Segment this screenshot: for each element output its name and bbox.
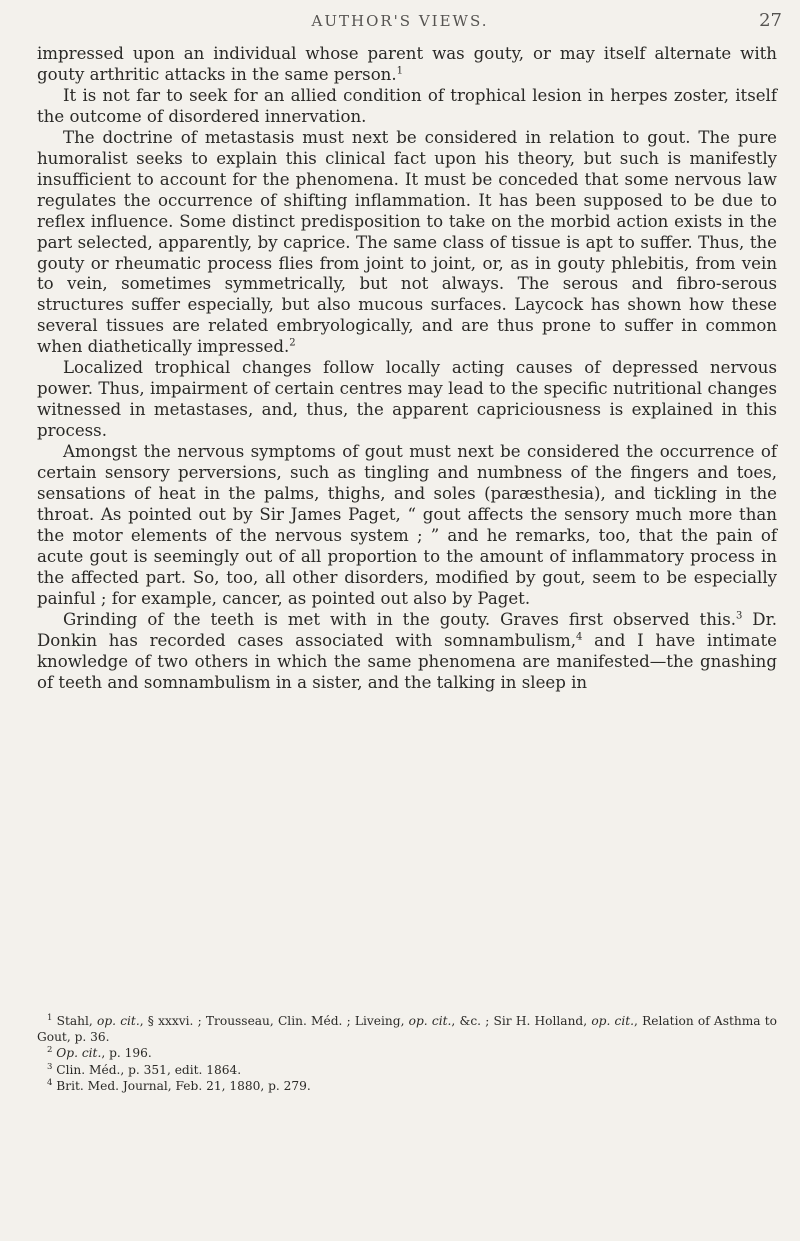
footnote [37,1045,777,1061]
text-run: Brit. Med. Journal, Feb. 21, 1880, p. 279. [52,1078,311,1093]
text-run: It is not far to seek for an allied condition of trophical lesion in herpes zoster, itself the outcome of disordered innervation. [37,85,777,126]
footnote-marker: 4 [47,1077,53,1088]
italic-text: Op. cit. [56,1046,102,1061]
footnote-marker: 1 [396,65,404,77]
text-run: , &c. ; Sir H. Holland, [451,1014,592,1028]
running-head-title: AUTHOR'S VIEWS. [311,12,489,30]
italic-text: op. cit. [408,1014,452,1028]
text-run: Stahl, [52,1014,97,1028]
text-run: impressed upon an individual whose parent was gouty, or may itself alternate with gouty arthritic attacks in the same person. [37,44,777,84]
paragraph [37,610,777,694]
text-run: , § xxxvi. ; Trousseau, Clin. Méd. ; Liveing, [139,1014,409,1028]
footnote [37,1013,777,1045]
text-run: Dr. Donkin has recorded cases associated with somnambulism, [37,609,777,650]
footnote [37,1062,777,1078]
footnote-marker: 2 [289,337,296,349]
page-number: 27 [759,10,782,31]
text-run: Grinding of the teeth is met with in the gouty. Graves first observed this. [63,609,736,629]
footnote-marker: 1 [47,1012,53,1023]
paragraph [37,128,777,358]
text-run: Localized trophical changes follow locally acting causes of depressed nervous power. Thus, impairment of certain centres may lead to the specific nutritional changes witnessed in metastases, and, thus, the apparent capriciousness is explained in this process. [37,358,777,441]
text-run: Amongst the nervous symptoms of gout must next be considered the occurrence of certain sensory perversions, such as tingling and numbness of the fingers and toes, sensations of heat in the palms, thighs, and soles (paræsthesia), and tickling in the throat. As pointed out by Sir James Paget, “ gout affects the sensory much more than the motor elements of the nervous system ; ” and he remarks, too, that the pain of acute gout is seemingly out of all proportion to the amount of inflammatory process in the affected part. So, too, all other disorders, modified by gout, seem to be especially painful ; for example, cancer, as pointed out also by Paget. [37,442,777,608]
footnote [37,1078,777,1094]
paragraph [37,86,777,128]
footnote-marker: 3 [736,610,743,622]
text-run: , p. 196. [101,1046,152,1061]
paragraph [37,44,777,86]
footnote-marker: 3 [47,1061,53,1072]
body-text [37,44,777,694]
italic-text: op. cit. [591,1014,635,1028]
text-run: and I have intimate knowledge of two others in which the same phenomena are manifested—the gnashing of teeth and somnambulism in a sister, and the talking in sleep in [37,630,777,692]
text-run: The doctrine of metastasis must next be considered in relation to gout. The pure humoralist seeks to explain this clinical fact upon his theory, but such is manifestly insufficient to account for the phenomena. It must be conceded that some nervous law regulates the occurrence of shifting inflammation. It has been supposed to be due to reflex influence. Some distinct predisposition to take on the morbid action exists in the part selected, apparently, by caprice. The same class of tissue is apt to suffer. Thus, the gouty or rheumatic process flies from joint to joint, or, as in gouty phlebitis, from vein to vein, sometimes symmetrically, but not always. The serous and fibro-serous structures suffer especially, but also mucous surfaces. Laycock has shown how these several tissues are related embryologically, and are thus prone to suffer in common when diathetically impressed. [37,127,777,357]
italic-text: op. cit. [96,1014,140,1028]
text-run: Clin. Méd., p. 351, edit. 1864. [52,1062,242,1077]
running-head [0,8,800,38]
footnote-marker: 4 [576,631,583,643]
paragraph [37,358,777,442]
footnote-marker: 2 [47,1045,53,1056]
paragraph [37,442,777,610]
footnotes [37,1013,777,1094]
text-run: , Relation of Asthma to Gout, p. 36. [37,1014,778,1045]
